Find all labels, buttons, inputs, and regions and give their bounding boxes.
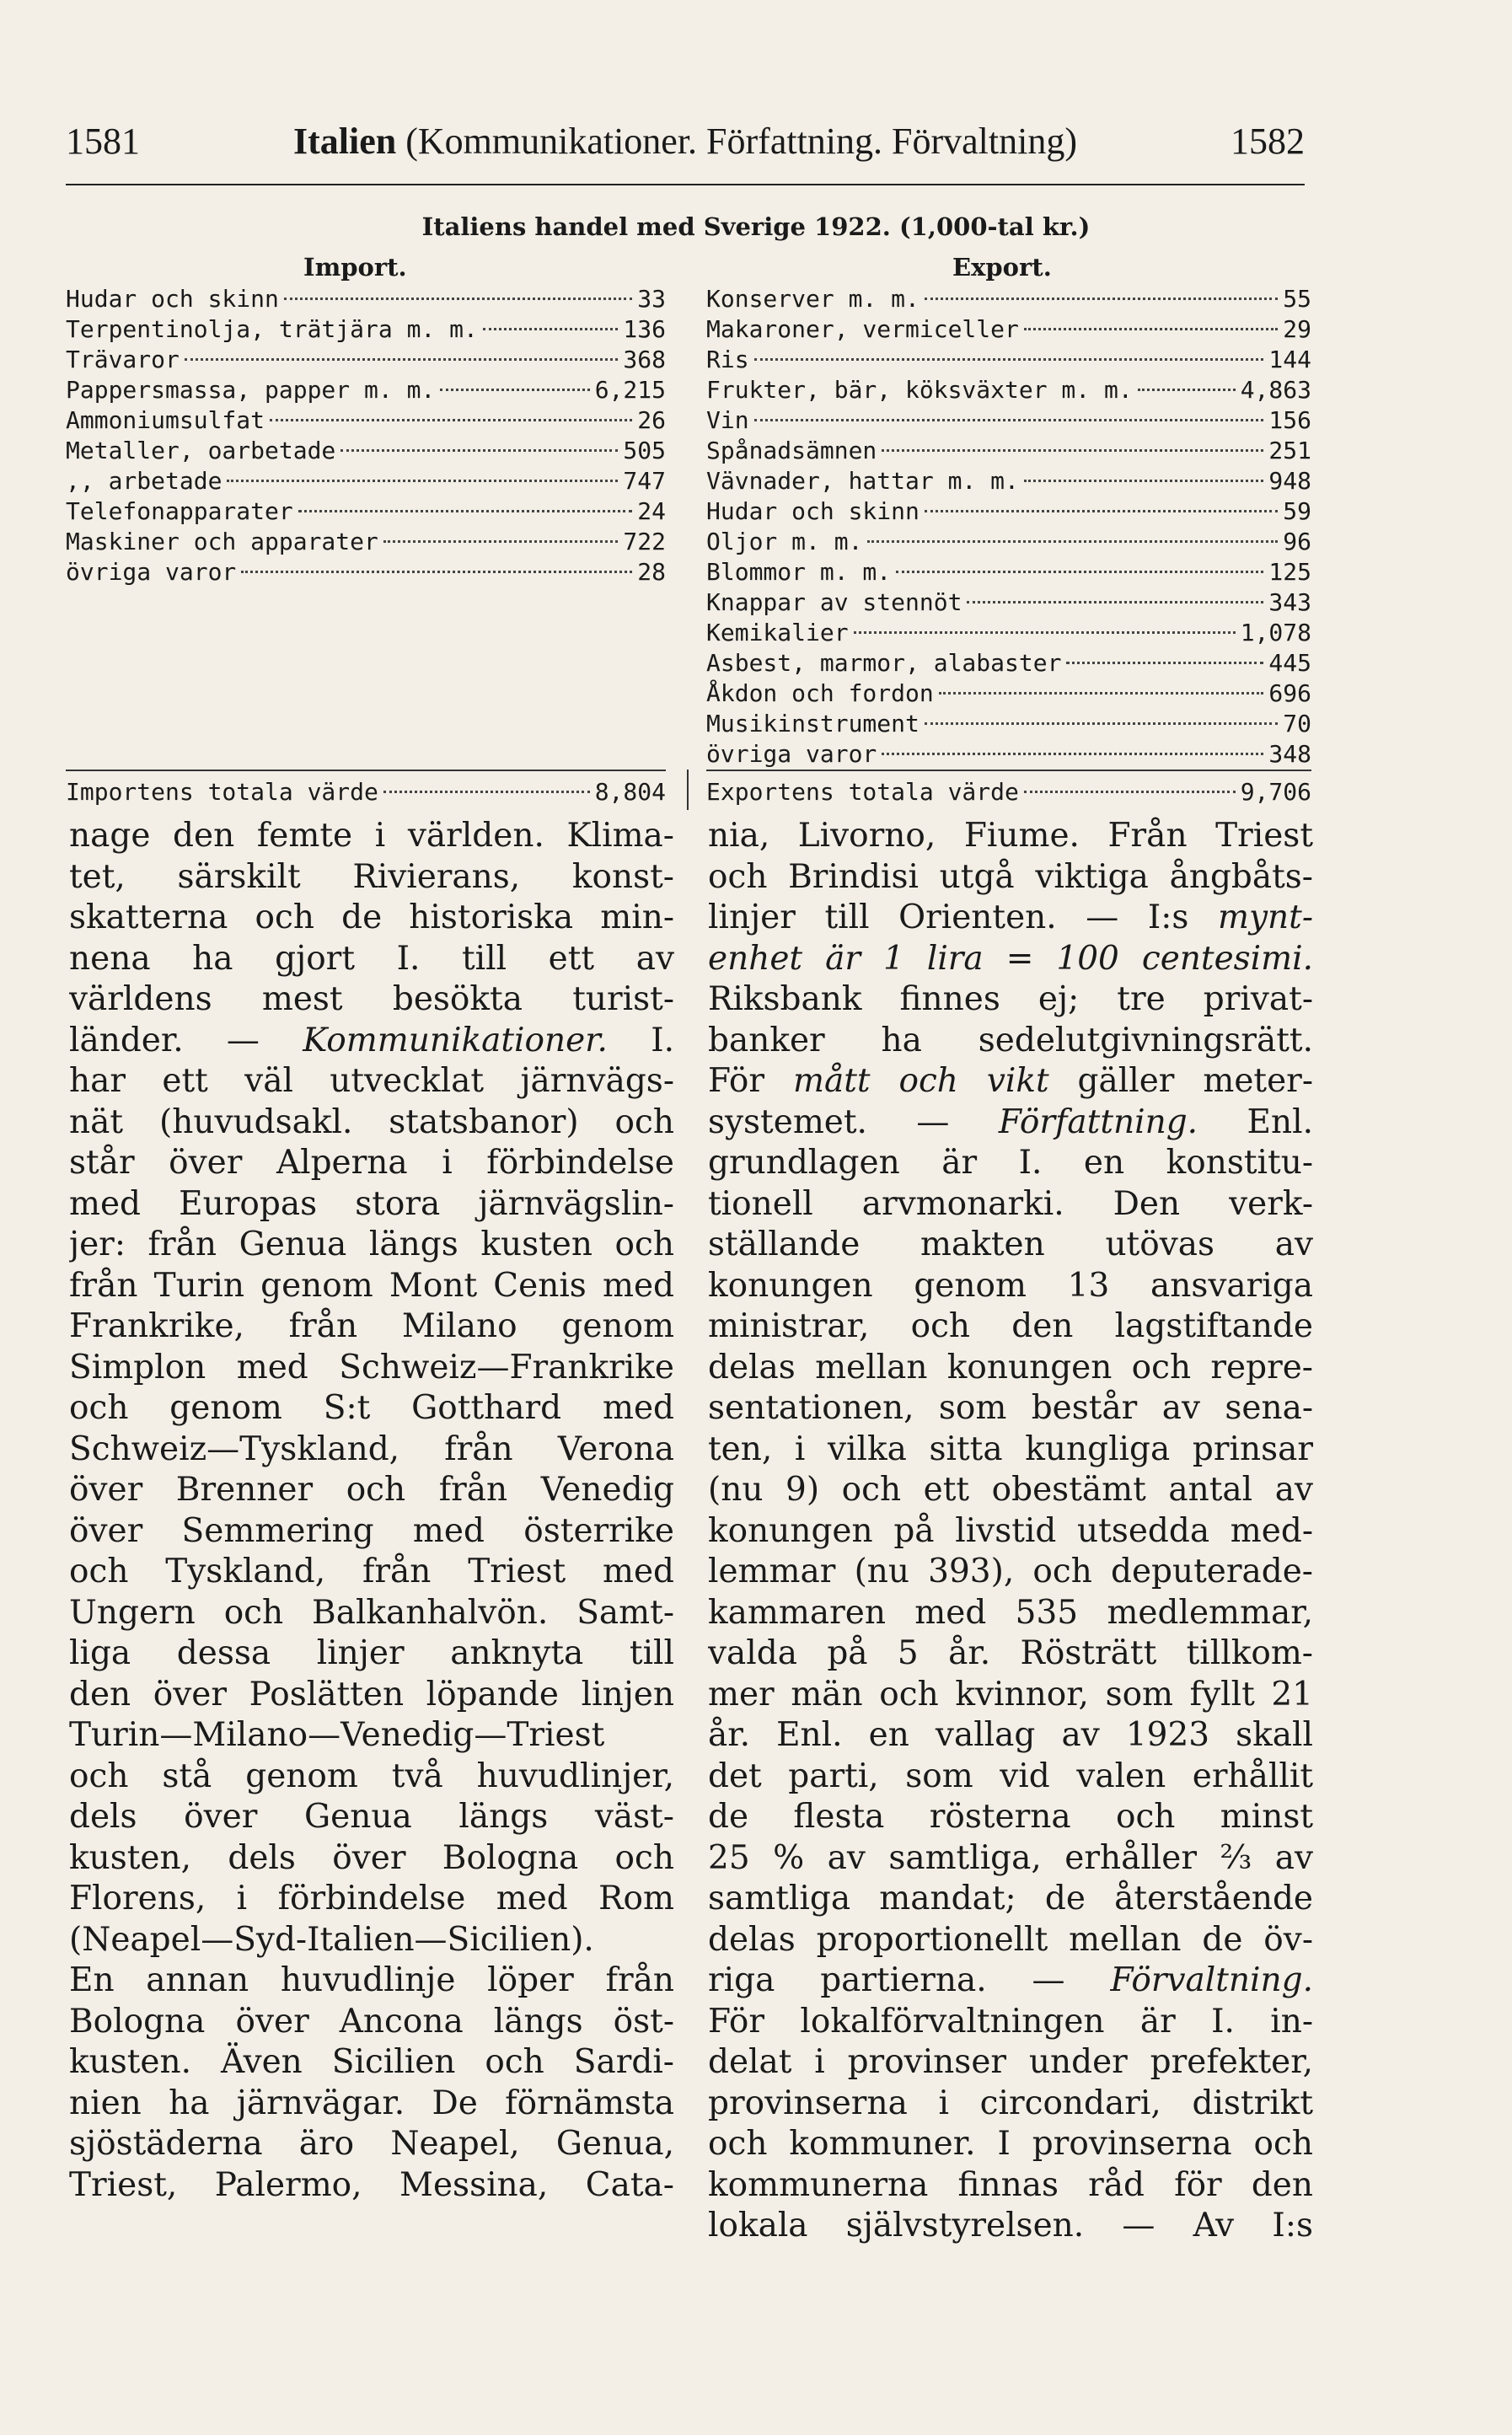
- text-line: grundlagen är I. en konstitu-: [708, 1144, 1313, 1182]
- text-segment: länder. —: [69, 1021, 303, 1059]
- row-label: Åkdon och fordon: [706, 679, 934, 707]
- import-total-row: [66, 777, 666, 807]
- row-value: 156: [1268, 406, 1311, 434]
- text-line: [69, 1021, 674, 1062]
- table-row: [66, 436, 666, 466]
- row-value: 33: [637, 285, 666, 313]
- text-line: lokala självstyrelsen. — Av I:s: [708, 2207, 1313, 2245]
- text-line: [708, 939, 1313, 980]
- row-value: 96: [1283, 528, 1311, 555]
- text-line: nien ha järnvägar. De förnämsta: [69, 2084, 674, 2122]
- import-heading: Import.: [303, 253, 407, 282]
- row-value: 505: [623, 437, 666, 464]
- row-value: 1,078: [1240, 619, 1311, 646]
- italic-segment: Författning.: [998, 1102, 1198, 1141]
- table-row: [706, 345, 1311, 375]
- text-line: det parti, som vid valen erhållit: [708, 1757, 1313, 1795]
- text-line: över Brenner och från Venedig: [69, 1471, 674, 1509]
- text-segment: Enl.: [1198, 1102, 1313, 1141]
- row-label: Metaller, oarbetade: [66, 437, 336, 464]
- export-table: [706, 284, 1311, 770]
- text-line: Simplon med Schweiz—Frankrike: [69, 1348, 674, 1386]
- import-total-label: Importens totala värde: [66, 778, 378, 806]
- table-row: [706, 739, 1311, 770]
- text-line: skatterna och de historiska min-: [69, 898, 674, 936]
- text-line: En annan huvudlinje löper från: [69, 1961, 674, 1999]
- leader-dots: [340, 449, 618, 452]
- export-total-value: 9,706: [1240, 778, 1311, 806]
- text-line: och stå genom två huvudlinjer,: [69, 1757, 674, 1795]
- table-row: [706, 618, 1311, 648]
- text-line: den över Poslätten löpande linjen: [69, 1675, 674, 1714]
- page-title: [66, 120, 1305, 164]
- text-line: år. Enl. en vallag av 1923 skall: [708, 1716, 1313, 1754]
- text-line: och kommuner. I provinserna och: [708, 2125, 1313, 2163]
- text-line: tionell arvmonarki. Den verk-: [708, 1184, 1313, 1223]
- italic-segment: enhet: [708, 939, 803, 978]
- text-line: Turin—Milano—Venedig—Triest: [69, 1716, 605, 1754]
- text-line: kusten. Även Sicilien och Sardi-: [69, 2043, 674, 2081]
- text-line: nage den femte i världen. Klima-: [69, 817, 674, 855]
- export-total: [706, 777, 1311, 807]
- text-line: Triest, Palermo, Messina, Cata-: [69, 2165, 674, 2204]
- table-row: [706, 375, 1311, 405]
- row-value: 368: [623, 346, 666, 373]
- text-line: Bologna över Ancona längs öst-: [69, 2002, 674, 2041]
- text-line: mer män och kvinnor, som fyllt 21: [708, 1675, 1313, 1714]
- text-line: [708, 898, 1313, 939]
- leader-dots: [925, 722, 1278, 725]
- table-row: [706, 466, 1311, 496]
- row-label: Musikinstrument: [706, 710, 920, 737]
- text-segment: systemet. —: [708, 1102, 999, 1141]
- table-row: [706, 405, 1311, 436]
- import-total-rule: [66, 770, 666, 771]
- text-line: konungen på livstid utsedda med-: [708, 1511, 1313, 1550]
- leader-dots: [867, 540, 1278, 543]
- text-line: har ett väl utvecklat järnvägs-: [69, 1062, 674, 1100]
- leader-dots: [284, 298, 632, 300]
- row-label: Hudar och skinn: [706, 497, 920, 525]
- row-label: Terpentinolja, trätjära m. m.: [66, 315, 478, 343]
- text-line: [708, 1960, 1313, 2002]
- row-label: Knappar av stennöt: [706, 588, 962, 616]
- text-line: från Turin genom Mont Cenis med: [69, 1266, 674, 1305]
- text-line: dels över Genua längs väst-: [69, 1798, 674, 1836]
- row-label: Spånadsämnen: [706, 437, 877, 464]
- row-value: 445: [1268, 649, 1311, 677]
- row-value: 6,215: [594, 376, 666, 404]
- text-line: delas mellan konungen och repre-: [708, 1348, 1313, 1386]
- text-line: 25 % av samtliga, erhåller ⅔ av: [708, 1838, 1313, 1877]
- import-table: [66, 284, 666, 587]
- text-segment: För: [708, 1062, 793, 1100]
- column-divider: [687, 770, 689, 810]
- leader-dots: [754, 419, 1264, 421]
- italic-segment: Förvaltning.: [1110, 1961, 1313, 1999]
- text-line: För lokalförvaltningen är I. in-: [708, 2002, 1313, 2041]
- leader-dots: [483, 328, 619, 330]
- text-line: Riksbank finnes ej; tre privat-: [708, 980, 1313, 1018]
- leader-dots: [854, 631, 1236, 634]
- table-row: [66, 314, 666, 345]
- text-line: de flesta rösterna och minst: [708, 1798, 1313, 1836]
- export-total-row: [706, 777, 1311, 807]
- text-line: valda på 5 år. Rösträtt tillkom-: [708, 1634, 1313, 1672]
- text-line: med Europas stora järnvägslin-: [69, 1184, 674, 1223]
- text-line: ten, i vilka sitta kungliga prinsar: [708, 1429, 1313, 1468]
- row-label: Vävnader, hattar m. m.: [706, 467, 1019, 495]
- row-value: 696: [1268, 679, 1311, 707]
- table-row: [66, 527, 666, 557]
- row-label: Ris: [706, 346, 749, 373]
- leader-dots: [185, 358, 619, 361]
- leader-dots: [270, 419, 632, 421]
- italic-segment: mått och vikt: [792, 1062, 1049, 1100]
- row-label: ,, arbetade: [66, 467, 223, 495]
- text-line: ställande makten utövas av: [708, 1226, 1313, 1263]
- table-row: [706, 527, 1311, 557]
- text-line: Frankrike, från Milano genom: [69, 1307, 674, 1345]
- import-total-value: 8,804: [594, 778, 666, 806]
- text-line: kammaren med 535 medlemmar,: [708, 1593, 1313, 1632]
- row-label: Maskiner och apparater: [66, 528, 378, 555]
- text-line: konungen genom 13 ansvariga: [708, 1266, 1313, 1305]
- row-value: 144: [1268, 346, 1311, 373]
- leader-dots: [298, 510, 633, 512]
- row-label: Makaroner, vermiceller: [706, 315, 1019, 343]
- table-row: [706, 557, 1311, 587]
- page-number-right: 1582: [1231, 121, 1305, 162]
- leader-dots: [967, 601, 1263, 603]
- table-row: [706, 678, 1311, 709]
- text-line: nät (huvudsakl. statsbanor) och: [69, 1102, 674, 1141]
- page-number-left: 1581: [66, 121, 140, 162]
- leader-dots: [939, 692, 1264, 695]
- export-total-rule: [706, 770, 1311, 771]
- text-line: världens mest besökta turist-: [69, 980, 674, 1018]
- row-label: Blommor m. m.: [706, 558, 892, 586]
- row-label: övriga varor: [706, 740, 877, 768]
- row-label: Kemikalier: [706, 619, 849, 646]
- table-row: [66, 466, 666, 496]
- row-value: 722: [623, 528, 666, 555]
- italic-segment: är 1 lira = 100 centesimi.: [802, 939, 1313, 978]
- row-label: Hudar och skinn: [66, 285, 279, 313]
- row-value: 136: [623, 315, 666, 343]
- row-label: Telefonapparater: [66, 497, 293, 525]
- leader-dots: [925, 298, 1278, 300]
- row-value: 343: [1268, 588, 1311, 616]
- leader-dots: [440, 389, 589, 391]
- table-caption: Italiens handel med Sverige 1922. (1,000-tal kr.): [421, 212, 1091, 241]
- text-line: [708, 1061, 1313, 1102]
- row-label: Ammoniumsulfat: [66, 406, 265, 434]
- row-value: 59: [1283, 497, 1311, 525]
- text-line: sjöstäderna äro Neapel, Genua,: [69, 2125, 674, 2163]
- text-segment: I.: [607, 1021, 674, 1059]
- row-label: Konserver m. m.: [706, 285, 920, 313]
- row-label: Frukter, bär, köksväxter m. m.: [706, 376, 1133, 404]
- text-line: Florens, i förbindelse med Rom: [69, 1880, 674, 1917]
- text-line: över Semmering med österrike: [69, 1511, 674, 1550]
- row-value: 251: [1268, 437, 1311, 464]
- row-label: Pappersmassa, papper m. m.: [66, 376, 436, 404]
- text-line: lemmar (nu 393), och deputerade-: [708, 1553, 1313, 1590]
- text-line: nia, Livorno, Fiume. Från Triest: [708, 817, 1313, 855]
- row-value: 70: [1283, 710, 1311, 737]
- leader-dots: [241, 571, 632, 573]
- table-row: [706, 709, 1311, 739]
- export-total-label: Exportens totala värde: [706, 778, 1019, 806]
- text-line: kusten, dels över Bologna och: [69, 1838, 674, 1877]
- body-column-left: [69, 816, 674, 2206]
- text-line: [708, 1102, 1313, 1144]
- italic-segment: Kommunikationer.: [303, 1021, 608, 1059]
- title-country: Italien: [292, 121, 397, 162]
- text-line: står över Alperna i förbindelse: [69, 1144, 674, 1182]
- leader-dots: [925, 510, 1278, 512]
- row-value: 24: [637, 497, 666, 525]
- leader-dots: [896, 571, 1263, 573]
- table-row: [706, 314, 1311, 345]
- row-label: övriga varor: [66, 558, 237, 586]
- text-line: och Brindisi utgå viktiga ångbåts-: [708, 857, 1313, 896]
- row-label: Oljor m. m.: [706, 528, 863, 555]
- text-line: banker ha sedelutgivningsrätt.: [708, 1021, 1313, 1059]
- text-line: samtliga mandat; de återstående: [708, 1880, 1313, 1917]
- header-rule: [66, 184, 1305, 185]
- table-row: [66, 405, 666, 436]
- leader-dots: [1066, 662, 1263, 664]
- leader-dots: [1024, 791, 1236, 793]
- table-row: [706, 648, 1311, 678]
- title-subjects: (Kommunikationer. Författning. Förvaltning): [405, 121, 1078, 162]
- text-line: Schweiz—Tyskland, från Verona: [69, 1429, 674, 1468]
- row-value: 747: [623, 467, 666, 495]
- import-total: [66, 777, 666, 807]
- text-line: jer: från Genua längs kusten och: [69, 1226, 674, 1263]
- text-segment: riga partierna. —: [708, 1961, 1111, 1999]
- leader-dots: [882, 449, 1263, 452]
- table-row: [66, 557, 666, 587]
- row-value: 125: [1268, 558, 1311, 586]
- text-line: och Tyskland, från Triest med: [69, 1553, 674, 1590]
- row-value: 348: [1268, 740, 1311, 768]
- table-row: [66, 284, 666, 314]
- italic-segment: mynt-: [1218, 898, 1313, 936]
- body-column-right: [708, 816, 1313, 2247]
- text-line: delat i provinser under prefekter,: [708, 2043, 1313, 2081]
- text-line: liga dessa linjer anknyta till: [69, 1634, 674, 1672]
- table-row: [66, 345, 666, 375]
- table-row: [66, 496, 666, 527]
- row-value: 55: [1283, 285, 1311, 313]
- row-value: 26: [637, 406, 666, 434]
- text-line: provinserna i circondari, distrikt: [708, 2084, 1313, 2122]
- text-segment: gäller meter-: [1048, 1062, 1313, 1100]
- row-label: Vin: [706, 406, 749, 434]
- text-line: (Neapel—Syd-Italien—Sicilien).: [69, 1920, 594, 1959]
- leader-dots: [227, 480, 618, 482]
- leader-dots: [1138, 389, 1236, 391]
- row-value: 28: [637, 558, 666, 586]
- leader-dots: [1024, 328, 1278, 330]
- text-line: delas proportionellt mellan de öv-: [708, 1920, 1313, 1959]
- text-line: Ungern och Balkanhalvön. Samt-: [69, 1593, 674, 1632]
- row-label: Asbest, marmor, alabaster: [706, 649, 1062, 677]
- table-row: [706, 496, 1311, 527]
- table-row: [66, 375, 666, 405]
- text-segment: linjer till Orienten. — I:s: [708, 898, 1219, 936]
- row-value: 4,863: [1240, 376, 1311, 404]
- row-value: 29: [1283, 315, 1311, 343]
- text-line: ministrar, och den lagstiftande: [708, 1307, 1313, 1345]
- text-line: tet, särskilt Rivierans, konst-: [69, 857, 674, 896]
- export-heading: Export.: [952, 253, 1052, 282]
- text-line: (nu 9) och ett obestämt antal av: [708, 1471, 1313, 1509]
- leader-dots: [882, 753, 1263, 755]
- text-line: kommunerna finnas råd för den: [708, 2165, 1313, 2204]
- table-row: [706, 436, 1311, 466]
- text-line: och genom S:t Gotthard med: [69, 1389, 674, 1427]
- table-row: [706, 587, 1311, 618]
- leader-dots: [383, 540, 619, 543]
- text-line: nena ha gjort I. till ett av: [69, 939, 674, 978]
- row-label: Trävaror: [66, 346, 180, 373]
- text-line: sentationen, som består av sena-: [708, 1389, 1313, 1427]
- leader-dots: [383, 791, 590, 793]
- leader-dots: [1024, 480, 1264, 482]
- row-value: 948: [1268, 467, 1311, 495]
- leader-dots: [754, 358, 1264, 361]
- table-row: [706, 284, 1311, 314]
